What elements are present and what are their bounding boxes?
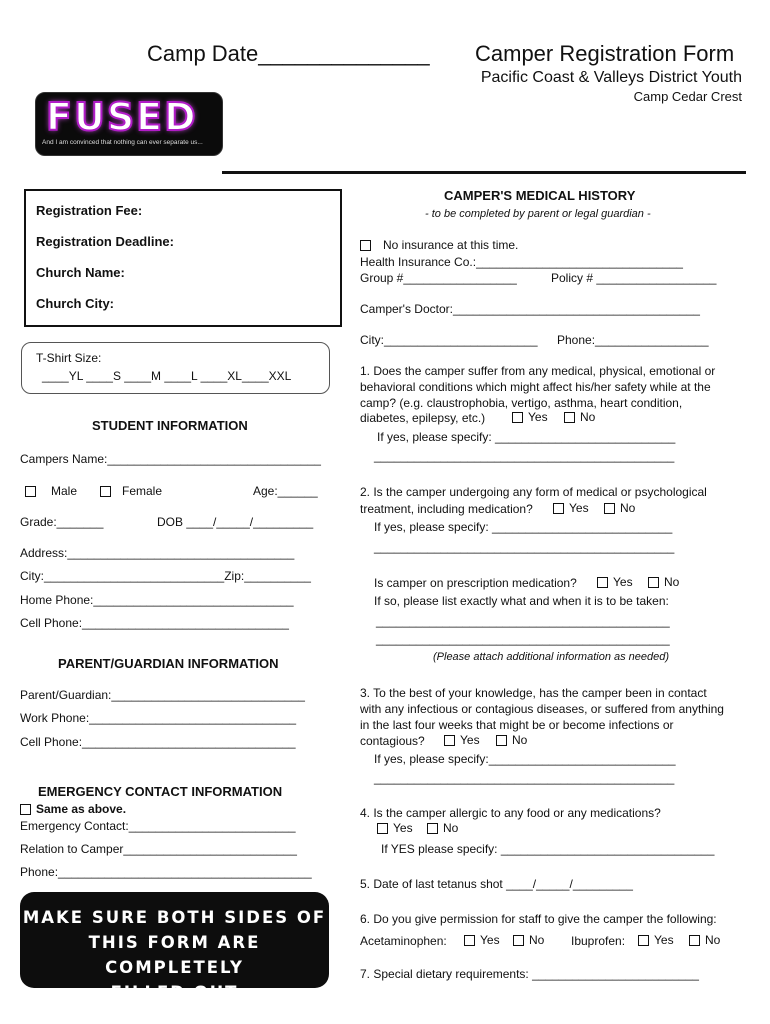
emergency-contact-field[interactable]: Emergency Contact:_________________________ bbox=[20, 819, 296, 833]
q3-no-option[interactable] bbox=[496, 733, 527, 747]
emergency-contact-heading: EMERGENCY CONTACT INFORMATION bbox=[38, 784, 283, 799]
rx-yes-label: Yes bbox=[613, 575, 633, 589]
ibuprofen-label: Ibuprofen: bbox=[571, 934, 626, 948]
address-field[interactable]: Address:__________________________________ bbox=[20, 546, 295, 560]
church-city-label: Church City: bbox=[36, 296, 114, 311]
prescription-line-1[interactable]: ____________________________________________ bbox=[376, 614, 670, 628]
acetaminophen-yes-option[interactable] bbox=[464, 933, 500, 947]
logo-word: FUSED bbox=[46, 95, 198, 139]
tshirt-size-box bbox=[21, 342, 330, 394]
grade-field[interactable]: Grade:_______ bbox=[20, 515, 104, 529]
tshirt-size-options[interactable]: ____YL ____S ____M ____L ____XL____XXL bbox=[42, 369, 292, 383]
parent-guardian-field[interactable]: Parent/Guardian:_____________________________ bbox=[20, 688, 305, 702]
same-as-above-label: Same as above. bbox=[36, 802, 127, 816]
q4-specify-field[interactable]: If YES please specify: ________________________________ bbox=[381, 842, 715, 856]
q3-no-checkbox[interactable] bbox=[496, 735, 507, 746]
ibuprofen-yes-checkbox[interactable] bbox=[638, 935, 649, 946]
work-phone-field[interactable]: Work Phone:_______________________________ bbox=[20, 711, 297, 725]
banner-line-1: MAKE SURE BOTH SIDES OF bbox=[22, 908, 327, 927]
registration-fee-label: Registration Fee: bbox=[36, 203, 143, 218]
logo-tagline: And I am convinced that nothing can ever separate us... bbox=[42, 139, 203, 146]
q2-yes-option[interactable] bbox=[553, 501, 589, 515]
medical-history-subheading: - to be completed by parent or legal guardian - bbox=[425, 208, 651, 220]
same-as-above-option[interactable] bbox=[20, 802, 126, 816]
q1-line-3: camp? (e.g. claustrophobia, vertigo, asthma, heart condition, bbox=[360, 396, 683, 410]
group-number-field[interactable]: Group #_________________ bbox=[360, 271, 517, 285]
emergency-phone-field[interactable]: Phone:______________________________________ bbox=[20, 865, 312, 879]
q2-yes-label: Yes bbox=[569, 501, 589, 515]
q1-line-2: behavioral conditions which might affect his/her safety while at the bbox=[360, 380, 711, 394]
age-field[interactable]: Age:______ bbox=[253, 484, 318, 498]
attach-info-note: (Please attach additional information as needed) bbox=[433, 651, 670, 663]
q4-no-option[interactable] bbox=[427, 821, 458, 835]
ibuprofen-yes-label: Yes bbox=[654, 933, 674, 947]
campers-name-field[interactable]: Campers Name:________________________________ bbox=[20, 452, 321, 466]
q1-no-checkbox[interactable] bbox=[564, 412, 575, 423]
same-as-above-checkbox[interactable] bbox=[20, 804, 31, 815]
q1-specify-field[interactable]: If yes, please specify: ___________________________ bbox=[377, 430, 676, 444]
acetaminophen-no-label: No bbox=[529, 933, 545, 947]
q3-yes-checkbox[interactable] bbox=[444, 735, 455, 746]
q2-specify-line[interactable]: _____________________________________________ bbox=[374, 540, 675, 554]
header-divider bbox=[222, 171, 746, 174]
q4-no-label: No bbox=[443, 821, 459, 835]
doctor-phone-field[interactable]: Phone:_________________ bbox=[557, 333, 709, 347]
no-insurance-label: No insurance at this time. bbox=[383, 238, 519, 252]
rx-yes-option[interactable] bbox=[597, 575, 633, 589]
q1-no-label: No bbox=[580, 410, 596, 424]
city-zip-field[interactable]: City:___________________________Zip:__________ bbox=[20, 569, 311, 583]
rx-no-option[interactable] bbox=[648, 575, 679, 589]
q1-specify-line[interactable]: _____________________________________________ bbox=[374, 449, 675, 463]
parent-info-heading: PARENT/GUARDIAN INFORMATION bbox=[58, 656, 279, 671]
q1-no-option[interactable] bbox=[564, 410, 595, 424]
q3-line-3: in the last four weeks that might be or become infections or bbox=[360, 718, 674, 732]
q2-yes-checkbox[interactable] bbox=[553, 503, 564, 514]
policy-number-field[interactable]: Policy # __________________ bbox=[551, 271, 717, 285]
male-label: Male bbox=[51, 484, 78, 498]
male-option[interactable] bbox=[25, 484, 77, 498]
district-name: Pacific Coast & Valleys District Youth bbox=[480, 69, 742, 86]
relation-field[interactable]: Relation to Camper__________________________ bbox=[20, 842, 297, 856]
home-phone-field[interactable]: Home Phone:______________________________ bbox=[20, 593, 294, 607]
q6-question: 6. Do you give permission for staff to give the camper the following: bbox=[360, 912, 717, 926]
camp-name: Camp Cedar Crest bbox=[633, 89, 742, 104]
banner-line-2: THIS FORM ARE COMPLETELY bbox=[88, 933, 261, 977]
q1-yes-checkbox[interactable] bbox=[512, 412, 523, 423]
prescription-list-label: If so, please list exactly what and when it is to be taken: bbox=[374, 594, 669, 608]
no-insurance-option[interactable] bbox=[360, 238, 518, 252]
q3-yes-label: Yes bbox=[460, 733, 480, 747]
church-name-label: Church Name: bbox=[36, 265, 125, 280]
q3-specify-line[interactable]: _____________________________________________ bbox=[374, 771, 675, 785]
q2-line-2: treatment, including medication? bbox=[360, 502, 533, 516]
parent-cell-phone-field[interactable]: Cell Phone:________________________________ bbox=[20, 735, 296, 749]
ibuprofen-no-label: No bbox=[705, 933, 721, 947]
female-label: Female bbox=[122, 484, 163, 498]
prescription-question: Is camper on prescription medication? bbox=[374, 576, 577, 590]
banner-line-3: FILLED OUT bbox=[110, 983, 239, 1002]
acetaminophen-no-checkbox[interactable] bbox=[513, 935, 524, 946]
tshirt-size-label: T-Shirt Size: bbox=[36, 351, 102, 365]
insurance-company-field[interactable]: Health Insurance Co.:_______________________________ bbox=[360, 255, 683, 269]
registration-box bbox=[24, 189, 342, 327]
ibuprofen-no-option[interactable] bbox=[689, 933, 720, 947]
q4-question: 4. Is the camper allergic to any food or any medications? bbox=[360, 806, 661, 820]
male-checkbox[interactable] bbox=[25, 486, 36, 497]
q3-line-2: with any infectious or contagious diseases, or suffered from anything bbox=[360, 702, 724, 716]
dietary-requirements-field[interactable]: 7. Special dietary requirements: _________________________ bbox=[360, 967, 699, 981]
acetaminophen-no-option[interactable] bbox=[513, 933, 544, 947]
complete-form-banner bbox=[20, 892, 329, 1002]
prescription-line-2[interactable]: ____________________________________________ bbox=[376, 632, 670, 646]
ibuprofen-yes-option[interactable] bbox=[638, 933, 674, 947]
rx-no-label: No bbox=[664, 575, 680, 589]
q2-no-label: No bbox=[620, 501, 636, 515]
q3-no-label: No bbox=[512, 733, 528, 747]
tetanus-date-field[interactable]: 5. Date of last tetanus shot ____/_____/_________ bbox=[360, 877, 633, 891]
q1-yes-label: Yes bbox=[528, 410, 548, 424]
form-title: Camper Registration Form bbox=[475, 41, 735, 66]
student-cell-phone-field[interactable]: Cell Phone:_______________________________ bbox=[20, 616, 289, 630]
ibuprofen-no-checkbox[interactable] bbox=[689, 935, 700, 946]
q3-line-4: contagious? bbox=[360, 734, 425, 748]
q4-yes-checkbox[interactable] bbox=[377, 823, 388, 834]
female-checkbox[interactable] bbox=[100, 486, 111, 497]
q4-yes-option[interactable] bbox=[377, 821, 413, 835]
fused-logo bbox=[35, 92, 223, 156]
q1-line-4: diabetes, epilepsy, etc.) bbox=[360, 411, 486, 425]
q3-line-1: 3. To the best of your knowledge, has the camper been in contact bbox=[360, 686, 707, 700]
q2-no-checkbox[interactable] bbox=[604, 503, 615, 514]
medical-history-heading: CAMPER'S MEDICAL HISTORY bbox=[444, 188, 636, 203]
q1-yes-option[interactable] bbox=[512, 410, 548, 424]
q4-no-checkbox[interactable] bbox=[427, 823, 438, 834]
campers-doctor-field[interactable]: Camper's Doctor:_____________________________________ bbox=[360, 302, 700, 316]
student-info-heading: STUDENT INFORMATION bbox=[92, 418, 248, 433]
rx-no-checkbox[interactable] bbox=[648, 577, 659, 588]
q3-yes-option[interactable] bbox=[444, 733, 480, 747]
registration-deadline-label: Registration Deadline: bbox=[36, 234, 174, 249]
acetaminophen-yes-checkbox[interactable] bbox=[464, 935, 475, 946]
dob-field[interactable]: DOB ____/_____/_________ bbox=[157, 515, 314, 529]
q4-yes-label: Yes bbox=[393, 821, 413, 835]
q2-line-1: 2. Is the camper undergoing any form of medical or psychological bbox=[360, 485, 707, 499]
female-option[interactable] bbox=[100, 484, 162, 498]
acetaminophen-yes-label: Yes bbox=[480, 933, 500, 947]
camp-date-field[interactable]: Camp Date______________ bbox=[147, 41, 430, 66]
doctor-city-field[interactable]: City:_______________________ bbox=[360, 333, 538, 347]
q1-line-1: 1. Does the camper suffer from any medical, physical, emotional or bbox=[360, 364, 716, 378]
q2-specify-field[interactable]: If yes, please specify: ___________________________ bbox=[374, 520, 673, 534]
acetaminophen-label: Acetaminophen: bbox=[360, 934, 447, 948]
rx-yes-checkbox[interactable] bbox=[597, 577, 608, 588]
q2-no-option[interactable] bbox=[604, 501, 635, 515]
q3-specify-field[interactable]: If yes, please specify:____________________________ bbox=[374, 752, 676, 766]
no-insurance-checkbox[interactable] bbox=[360, 240, 371, 251]
